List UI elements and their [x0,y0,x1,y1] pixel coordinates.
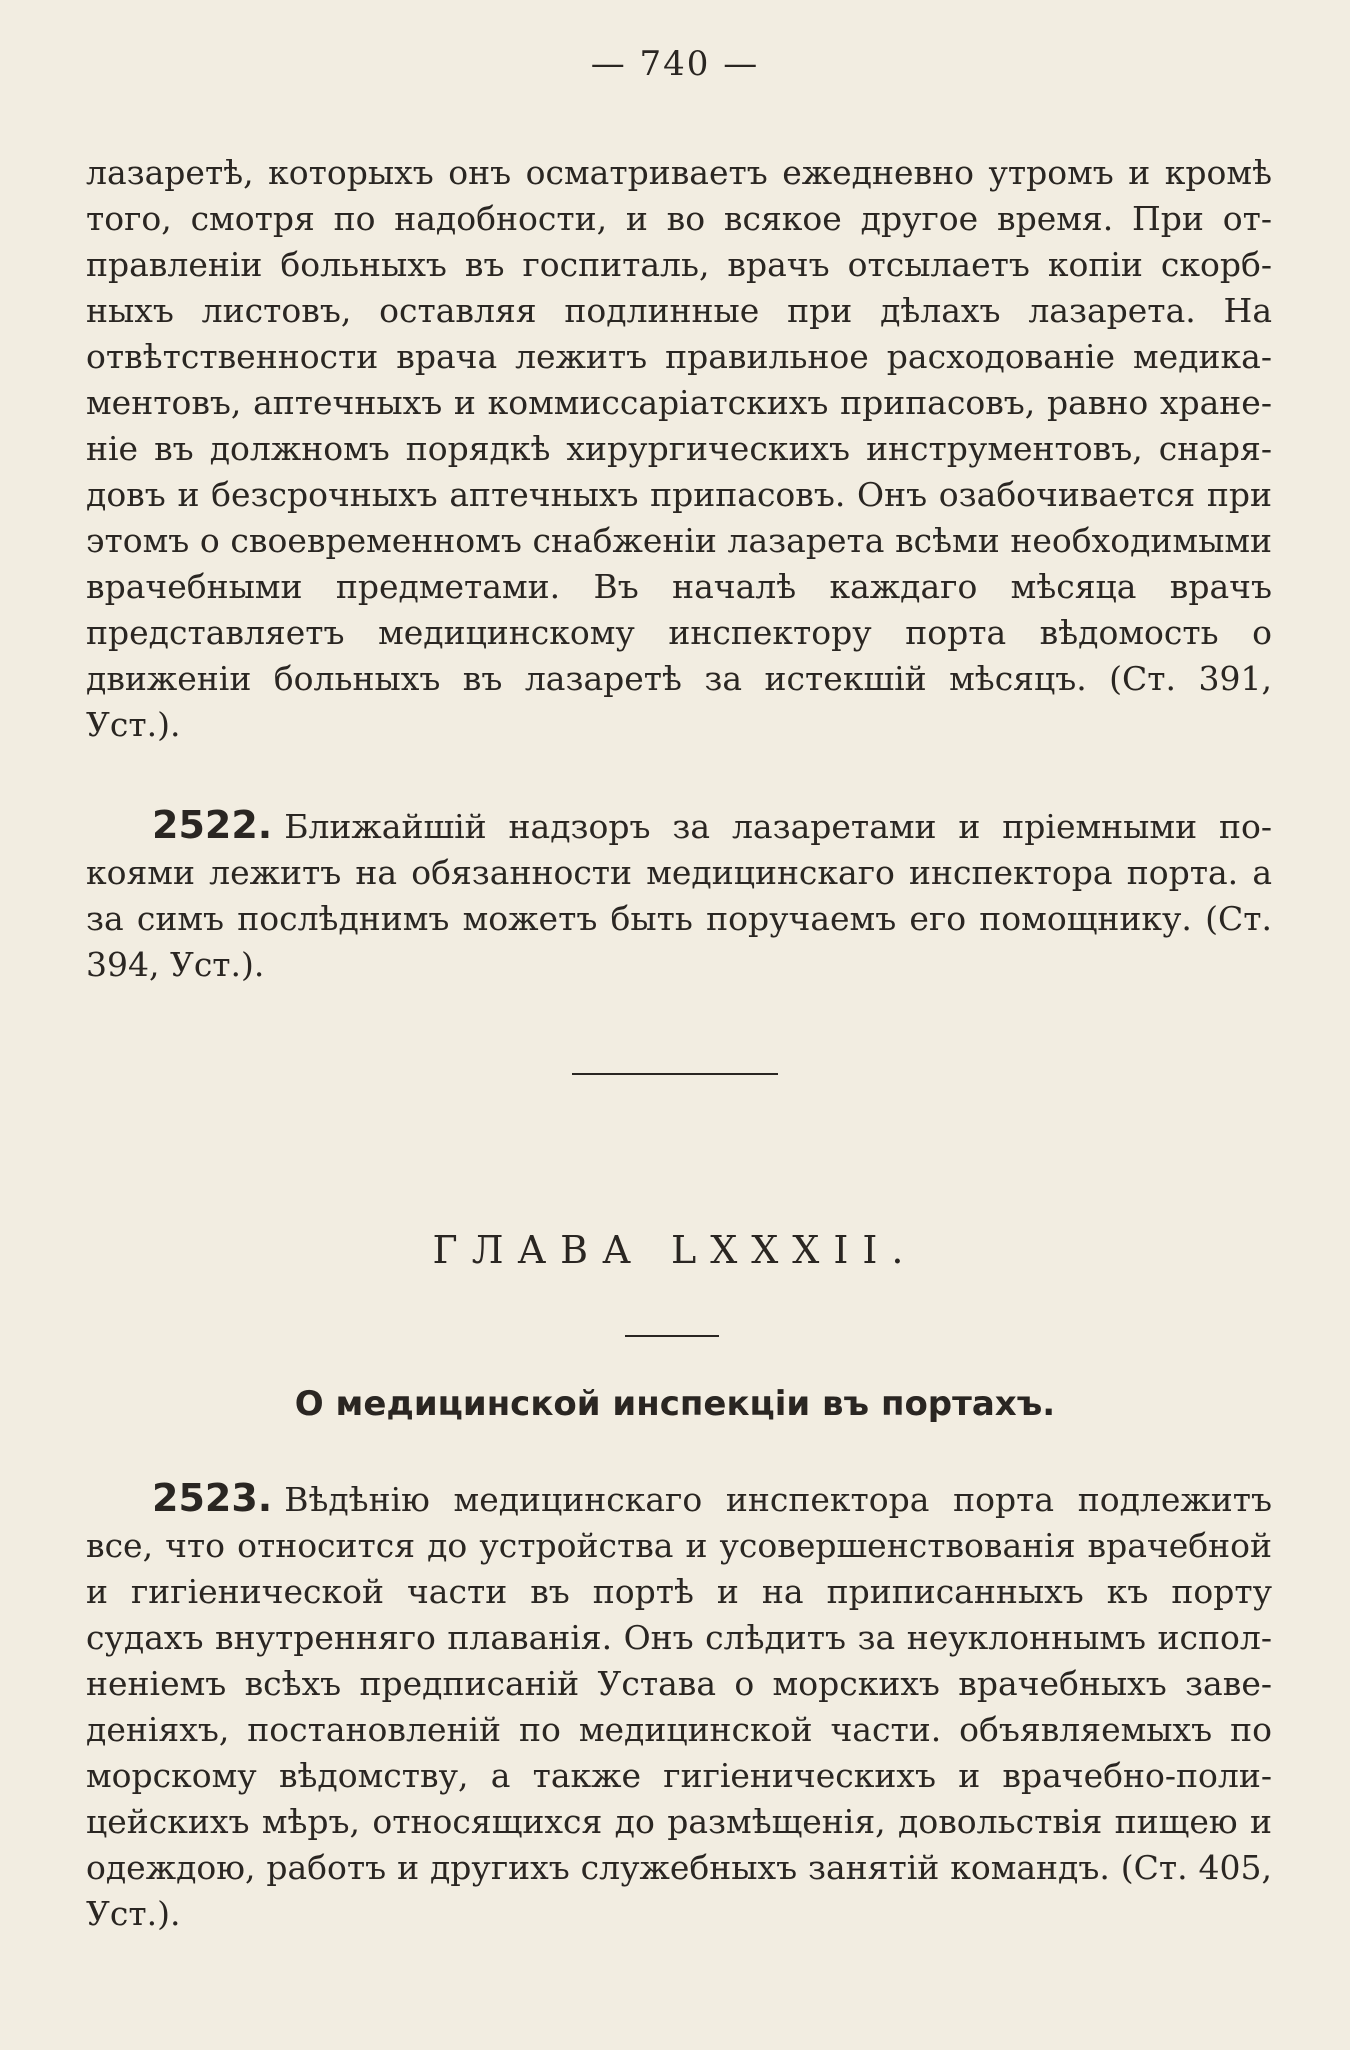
page-number: — 740 — [590,44,760,84]
paragraph-continuation: лазаретѣ, которыхъ онъ осматриваетъ ежедневно утромъ и кромѣ того, смотря по надобности, и во всякое другое время. При отправленіи больныхъ въ госпиталь, врачъ отсылаетъ копіи скорбныхъ листовъ, оставляя подлинные при дѣлахъ лазарета. На отвѣтственности врача лежитъ правильное расходованіе медикаментовъ, аптечныхъ и коммиссаріатскихъ припасовъ, равно храненіе въ должномъ порядкѣ хирургическихъ инструментовъ, снарядовъ и безсрочныхъ аптечныхъ припасовъ. Онъ озабочивается при этомъ о своевременномъ снабженіи лазарета всѣми необходимыми врачебными предметами. Въ началѣ каждаго мѣсяца врачъ представляетъ медицинскому инспектору порта вѣдомость о движеніи больныхъ въ лазаретѣ за истекшій мѣсяцъ. (Ст. 391, Уст.). [86,153,1272,744]
article-number: 2523. [152,1476,273,1520]
section-divider [572,1073,778,1075]
chapter-divider [625,1335,719,1337]
chapter-heading: ГЛАВА LXXXII. [432,1228,918,1272]
article-text: Вѣдѣнію медицинскаго инспектора порта подлежитъ все, что относится до устройства и усовершенствованія врачебной и гигіенической части въ портѣ и на приписанныхъ къ порту судахъ внутренняго плаванія. Онъ слѣдитъ за неуклоннымъ исполненіемъ всѣхъ предписаній Устава о морскихъ врачебныхъ заведеніяхъ, постановленій по медицинской части. объявляемыхъ по морскому вѣдомству, а также гигіеническихъ и врачебно-полицейскихъ мѣръ, относящихся до размѣщенія, довольствія пищею и одеждою, работъ и другихъ служебныхъ занятій командъ. (Ст. 405, Уст.). [86,1480,1272,1933]
article-text: Ближайшій надзоръ за лазаретами и пріемными покоями лежитъ на обязанности медицинскаго инспектора порта. а за симъ послѣднимъ можетъ быть поручаемъ его помощнику. (Ст. 394, Уст.). [86,807,1272,984]
article-number: 2522. [152,803,273,847]
section-title: О медицинской инспекціи въ портахъ. [294,1384,1056,1424]
article-2523 [86,1475,1272,1937]
article-2522 [86,802,1272,988]
